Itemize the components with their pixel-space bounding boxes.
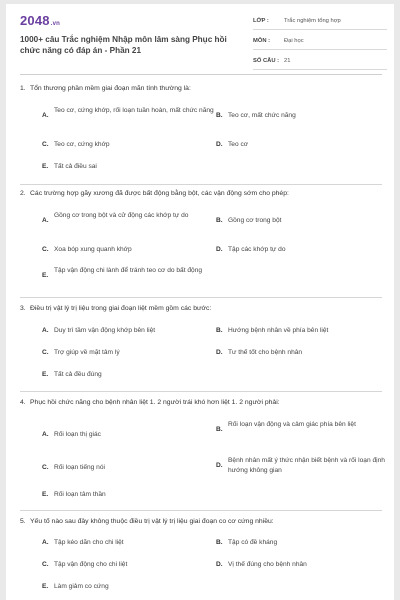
meta-value: Trắc nghiệm tổng hợp xyxy=(284,18,341,24)
question-number: 3. xyxy=(20,305,26,312)
meta-value: 21 xyxy=(284,58,291,64)
option-letter: B. xyxy=(216,217,223,224)
meta-row-count xyxy=(253,54,387,70)
option-text: Vị thế đúng cho bệnh nhân xyxy=(228,561,307,568)
option-letter: B. xyxy=(216,327,223,334)
option-letter: E. xyxy=(42,163,49,170)
option-letter: C. xyxy=(42,349,49,356)
meta-value: Đại học xyxy=(284,38,304,44)
option-letter: D. xyxy=(216,462,223,469)
option-letter: C. xyxy=(42,141,49,148)
meta-key: SỐ CÂU : xyxy=(253,58,280,64)
option-letter: E. xyxy=(42,583,49,590)
option-letter: D. xyxy=(216,246,223,253)
option-letter: B. xyxy=(216,426,223,433)
option-letter: C. xyxy=(42,464,49,471)
option-text: Teo cơ, cứng khớp, rối loạn tuần hoàn, mất chức năng xyxy=(54,107,214,114)
option-letter: B. xyxy=(216,539,223,546)
option-letter: B. xyxy=(216,112,223,119)
document-title: 1000+ câu Trắc nghiệm Nhập môn lâm sàng Phục hồi chức năng có đáp án - Phần 21 xyxy=(20,35,227,55)
option-text: Xoa bóp xung quanh khớp xyxy=(54,246,132,253)
option-text: Hướng bệnh nhân về phía bên liệt xyxy=(228,327,329,334)
logo-suffix: .vn xyxy=(50,21,61,27)
option-text: Teo cơ, cứng khớp xyxy=(54,141,110,148)
option-text: Tất cả đều đúng xyxy=(54,371,102,378)
option-letter: C. xyxy=(42,246,49,253)
question-text: Yếu tố nào sau đây không thuộc điều trị vật lý trị liệu giai đoạn co cơ cứng nhiều: xyxy=(30,518,274,525)
option-text: Gồng cơ trong bột xyxy=(228,217,282,224)
option-text: Teo cơ, mất chức năng xyxy=(228,112,296,119)
question-number: 2. xyxy=(20,190,26,197)
option-letter: E. xyxy=(42,491,49,498)
option-letter: A. xyxy=(42,539,49,546)
question-number: 5. xyxy=(20,518,26,525)
option-letter: D. xyxy=(216,141,223,148)
meta-table xyxy=(253,14,387,74)
option-letter: A. xyxy=(42,431,49,438)
option-text: Rối loạn thị giác xyxy=(54,431,101,438)
question-divider xyxy=(20,510,382,511)
option-text: Trợ giúp về mặt tâm lý xyxy=(54,349,120,356)
option-letter: E. xyxy=(42,371,49,378)
question-number: 1. xyxy=(20,85,26,92)
meta-key: LỚP : xyxy=(253,18,269,24)
option-text: Bệnh nhân mất ý thức nhận biết bệnh và rối loạn định hướng không gian xyxy=(228,457,385,474)
document-page xyxy=(6,4,394,600)
logo-text: 2048 xyxy=(20,13,50,28)
question-text: Điều trị vật lý trị liệu trong giai đoạn liệt mềm gồm các bước: xyxy=(30,305,212,312)
option-text: Tập có đề kháng xyxy=(228,539,278,546)
option-text: Tập kéo dãn cho chi liệt xyxy=(54,539,124,546)
option-letter: A. xyxy=(42,217,49,224)
option-text: Gồng cơ trong bột và cử động các khớp tự do xyxy=(54,212,189,219)
option-text: Làm giảm co cứng xyxy=(54,583,109,590)
option-text: Rối loạn vận động và cảm giác phía bên liệt xyxy=(228,421,356,428)
question-divider xyxy=(20,297,382,298)
option-text: Tập các khớp tự do xyxy=(228,246,286,253)
document-header xyxy=(6,4,394,70)
question-divider xyxy=(20,391,382,392)
option-text: Tất cả điều sai xyxy=(54,163,97,170)
option-text: Tập vận động chi lành để tránh teo cơ do bất động xyxy=(54,267,203,274)
meta-row-class xyxy=(253,14,387,30)
option-letter: E. xyxy=(42,272,49,279)
meta-key: MÔN : xyxy=(253,38,271,44)
option-text: Rối loạn tâm thần xyxy=(54,491,106,498)
meta-row-subject xyxy=(253,34,387,50)
option-letter: A. xyxy=(42,327,49,334)
option-letter: D. xyxy=(216,561,223,568)
option-text: Duy trì tầm vận động khớp bên liệt xyxy=(54,327,156,334)
option-letter: A. xyxy=(42,112,49,119)
question-number: 4. xyxy=(20,399,26,406)
option-text: Tập vận động cho chi liệt xyxy=(54,561,128,568)
option-letter: C. xyxy=(42,561,49,568)
option-letter: D. xyxy=(216,349,223,356)
header-divider xyxy=(20,74,382,75)
option-text: Teo cơ xyxy=(228,141,249,148)
question-text: Phục hồi chức năng cho bệnh nhân liệt 1. 2 người trái khó hơn liệt 1. 2 người phải: xyxy=(30,399,280,406)
option-text: Rối loạn tiếng nói xyxy=(54,464,105,471)
site-logo[interactable] xyxy=(20,13,60,28)
question-text: Tổn thương phần mềm giai đoạn mãn tính thường là: xyxy=(30,85,191,92)
question-divider xyxy=(20,184,382,185)
question-text: Các trường hợp gãy xương đã được bất động bằng bột, các vận động sớm cho phép: xyxy=(30,190,289,197)
option-text: Tư thế tốt cho bệnh nhân xyxy=(228,349,303,356)
